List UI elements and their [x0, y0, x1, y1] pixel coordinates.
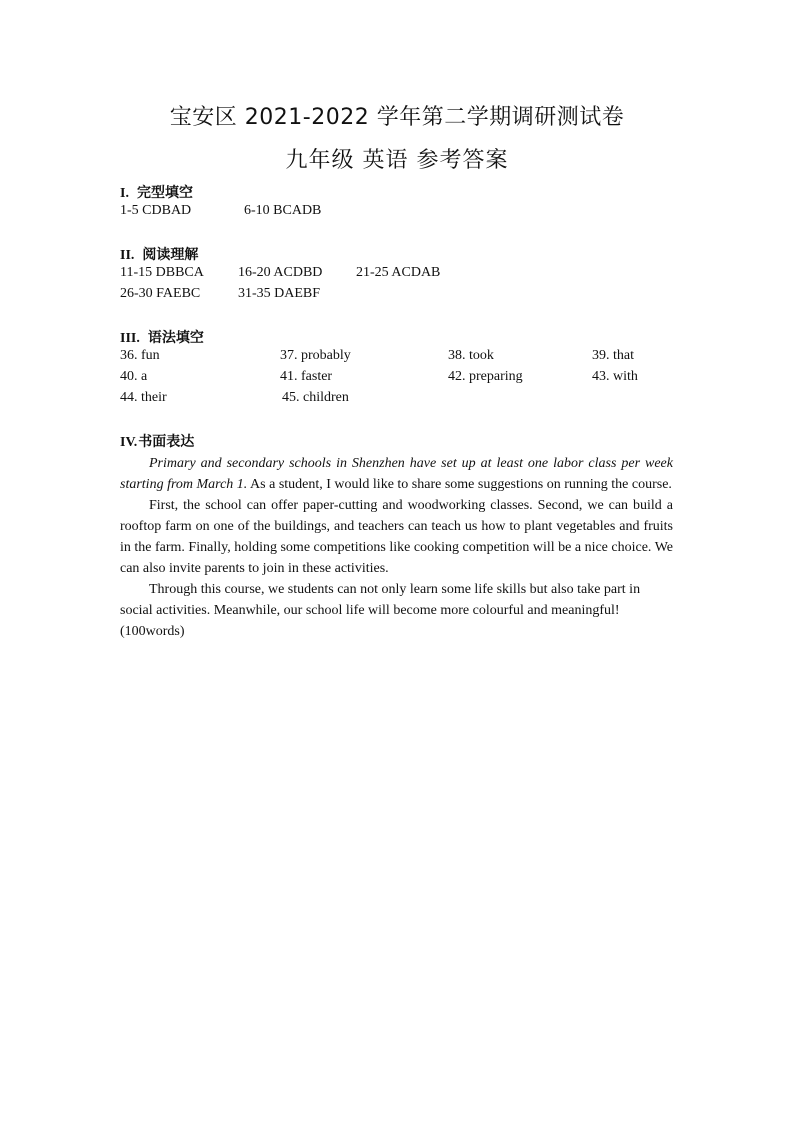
section-1-name: 完型填空: [136, 185, 193, 201]
model-essay: [120, 453, 673, 642]
answer-16-20: 16-20 ACDBD: [238, 265, 323, 280]
exam-title: 宝安区 2021-2022 学年第二学期调研测试卷: [169, 105, 625, 130]
section-3-heading: [120, 327, 204, 347]
essay-paragraph-3: Through this course, we students can not only learn some life skills but also take part in social activities. Meanwhile, our school life will become more colourful and meaningful!(100words): [120, 582, 641, 639]
answer-40: 40. a: [120, 369, 148, 384]
essay-paragraph-2: First, the school can offer paper-cutting and woodworking classes. Second, we can build a rooftop farm on one of the buildings, and teachers can teach us how to plant vegetables and fruits in the farm. Finally, holding some competitions like cooking competition will be a nice choice. We can also invite parents to join in these activities.: [120, 498, 673, 576]
essay-paragraph-1: [120, 453, 673, 495]
answer-38: 38. took: [448, 348, 494, 363]
answer-42: 42. preparing: [448, 369, 523, 384]
section-2-heading: [120, 244, 198, 264]
answer-39: 39. that: [592, 348, 634, 363]
exam-subtitle: 九年级 英语 参考答案: [285, 148, 509, 173]
section-3-name: 语法填空: [147, 330, 204, 346]
section-4-name: 书面表达: [138, 434, 195, 450]
section-2-number: II.: [120, 248, 135, 263]
answer-21-25: 21-25 ACDAB: [356, 265, 441, 280]
answer-43: 43. with: [592, 369, 638, 384]
answer-26-30: 26-30 FAEBC: [120, 286, 201, 301]
answer-1-5: 1-5 CDBAD: [120, 203, 192, 218]
answer-11-15: 11-15 DBBCA: [120, 265, 204, 280]
answer-31-35: 31-35 DAEBF: [238, 286, 321, 301]
answer-45: 45. children: [282, 390, 349, 405]
section-4-heading: [120, 431, 194, 451]
section-3-number: III.: [120, 331, 140, 346]
section-4-number: IV.: [120, 435, 138, 450]
essay-intro-text: As a student, I would like to share some suggestions on running the course.: [247, 477, 672, 492]
answer-41: 41. faster: [280, 369, 333, 384]
section-1-heading: [120, 182, 193, 202]
essay-prompt-italic: Primary and secondary schools in Shenzhen have set up at least one labor class per week starting from March 1.: [120, 456, 673, 492]
section-2-name: 阅读理解: [142, 247, 199, 263]
section-1-number: I.: [120, 186, 129, 201]
answer-44: 44. their: [120, 390, 167, 405]
answer-37: 37. probably: [280, 348, 351, 363]
answer-6-10: 6-10 BCADB: [244, 203, 322, 218]
answer-36: 36. fun: [120, 348, 160, 363]
